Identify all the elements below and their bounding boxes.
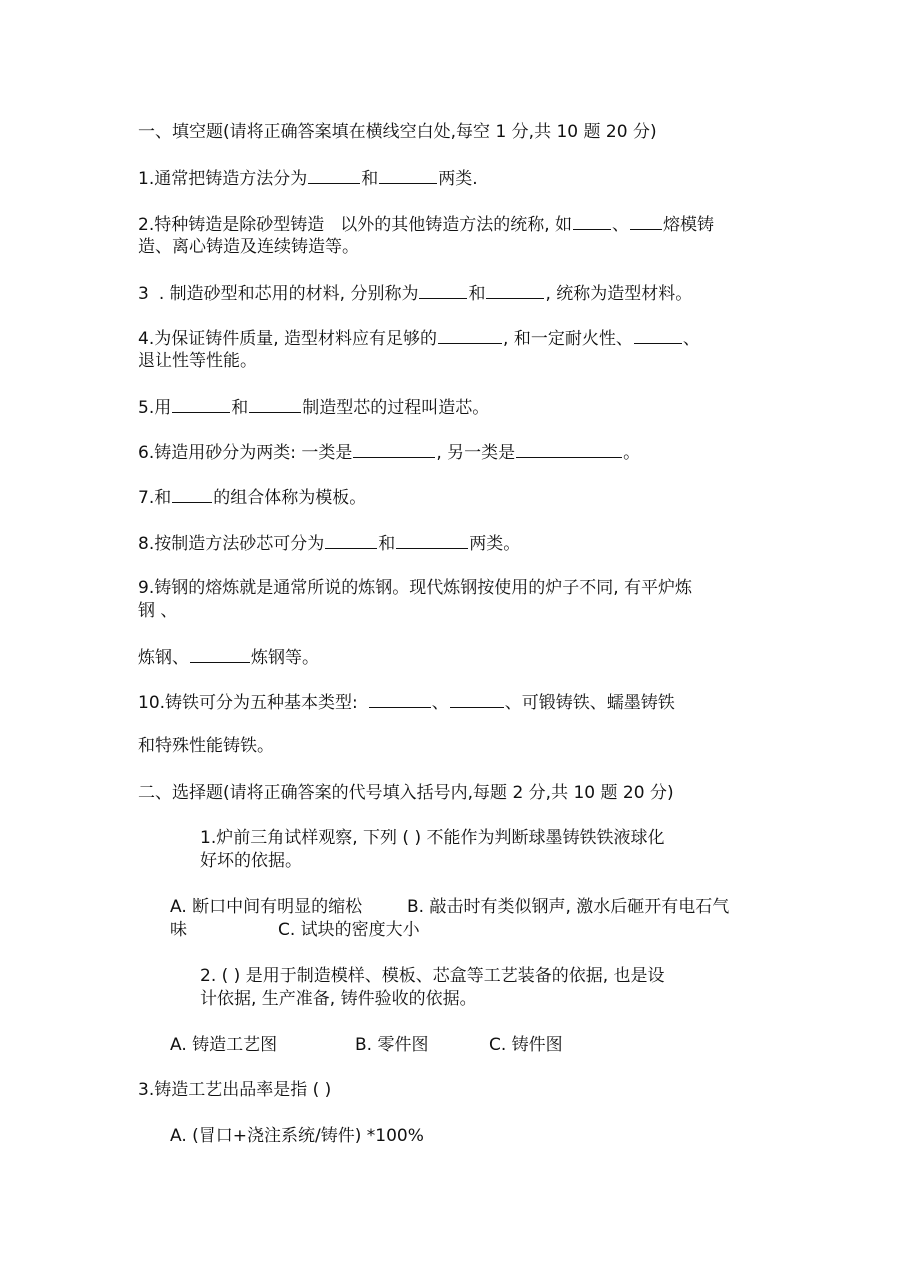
- choice-question-2-line2: 计依据, 生产准备, 铸件验收的依据。: [200, 989, 477, 1009]
- choice-1-option-a[interactable]: A. 断口中间有明显的缩松: [170, 897, 363, 917]
- q10-text-a: 10.铸铁可分为五种基本类型:: [138, 693, 358, 713]
- q5-text-c: 制造型芯的过程叫造芯。: [302, 398, 490, 418]
- q1-text-c: 两类.: [438, 169, 478, 189]
- q9-text-b: 炼钢等。: [251, 648, 319, 668]
- blank[interactable]: [450, 690, 504, 708]
- blank[interactable]: [249, 395, 301, 413]
- choice-2-option-b[interactable]: B. 零件图: [355, 1035, 429, 1055]
- blank[interactable]: [396, 531, 468, 549]
- blank[interactable]: [573, 212, 611, 230]
- blank[interactable]: [516, 440, 622, 458]
- blank[interactable]: [369, 690, 431, 708]
- choice-question-2: 2. ( ) 是用于制造模样、模板、芯盒等工艺装备的依据, 也是设: [200, 966, 665, 986]
- question-10-line2: 和特殊性能铸铁。: [138, 736, 274, 756]
- question-9-line3: [138, 645, 319, 669]
- blank[interactable]: [634, 326, 682, 344]
- blank[interactable]: [419, 281, 467, 299]
- choice-3-option-a[interactable]: A. (冒口+浇注系统/铸件) *100%: [170, 1126, 424, 1146]
- q4-text-b: , 和一定耐火性、: [503, 329, 633, 349]
- question-2: [138, 212, 714, 236]
- q8-text-b: 和: [378, 534, 396, 554]
- choice-2-option-a[interactable]: A. 铸造工艺图: [170, 1035, 278, 1055]
- choice-question-1: 1.炉前三角试样观察, 下列 ( ) 不能作为判断球墨铸铁铁液球化: [200, 828, 665, 848]
- q3-text-d: , 统称为造型材料。: [545, 284, 693, 304]
- q3-text-c: 和: [468, 284, 486, 304]
- q6-text-c: 。: [623, 443, 641, 463]
- q1-text-a: 1.通常把铸造方法分为: [138, 169, 308, 189]
- choice-1-option-c[interactable]: C. 试块的密度大小: [278, 920, 420, 940]
- blank[interactable]: [379, 166, 437, 184]
- q6-text-b: , 另一类是: [436, 443, 516, 463]
- q9-text-a: 炼钢、: [138, 648, 189, 668]
- question-4-line2: 退让性等性能。: [138, 351, 257, 371]
- choice-1-option-b-wrap: 味: [170, 920, 187, 940]
- q10-text-c: 、可锻铸铁、蠕墨铸铁: [504, 693, 675, 713]
- q3-text-b: . 制造砂型和芯用的材料, 分别称为: [158, 284, 419, 304]
- question-6: [138, 440, 640, 464]
- q7-text-b: 的组合体称为模板。: [213, 488, 367, 508]
- q3-text-a: 3: [138, 284, 149, 304]
- question-4: [138, 326, 700, 350]
- choice-2-option-c[interactable]: C. 铸件图: [489, 1035, 563, 1055]
- q1-text-b: 和: [361, 169, 379, 189]
- q2-text-a: 2.特种铸造是除砂型铸造: [138, 215, 325, 235]
- question-2-line2: 造、离心铸造及连续铸造等。: [138, 237, 359, 257]
- blank[interactable]: [630, 212, 662, 230]
- q5-text-b: 和: [231, 398, 249, 418]
- q2-text-d: 熔模铸: [663, 215, 715, 235]
- section2-heading: 二、选择题(请将正确答案的代号填入括号内,每题 2 分,共 10 题 20 分): [138, 783, 674, 803]
- blank[interactable]: [438, 326, 502, 344]
- question-1: [138, 166, 478, 190]
- question-5: [138, 395, 489, 419]
- question-9: 9.铸钢的熔炼就是通常所说的炼钢。现代炼钢按使用的炉子不同, 有平炉炼: [138, 578, 693, 598]
- q2-text-b: 以外的其他铸造方法的统称, 如: [340, 215, 573, 235]
- q10-text-b: 、: [431, 693, 449, 713]
- q8-text-a: 8.按制造方法砂芯可分为: [138, 534, 325, 554]
- blank[interactable]: [190, 645, 250, 663]
- blank[interactable]: [172, 395, 230, 413]
- q6-text-a: 6.铸造用砂分为两类: 一类是: [138, 443, 353, 463]
- blank[interactable]: [308, 166, 360, 184]
- blank[interactable]: [172, 485, 212, 503]
- choice-question-1-line2: 好坏的依据。: [200, 851, 302, 871]
- blank[interactable]: [353, 440, 435, 458]
- q5-text-a: 5.用: [138, 398, 172, 418]
- blank[interactable]: [325, 531, 377, 549]
- choice-1-option-b[interactable]: B. 敲击时有类似钢声, 激水后砸开有电石气: [407, 897, 730, 917]
- q4-text-a: 4.为保证铸件质量, 造型材料应有足够的: [138, 329, 438, 349]
- q8-text-c: 两类。: [469, 534, 521, 554]
- q2-text-c: 、: [612, 215, 630, 235]
- question-3: [138, 281, 692, 305]
- question-8: [138, 531, 520, 555]
- question-9-line2: 钢 、: [138, 601, 178, 621]
- question-10: [138, 690, 675, 714]
- choice-question-3: 3.铸造工艺出品率是指 ( ): [138, 1080, 332, 1100]
- section1-heading: 一、填空题(请将正确答案填在横线空白处,每空 1 分,共 10 题 20 分): [138, 122, 657, 142]
- question-7: [138, 485, 366, 509]
- q7-text-a: 7.和: [138, 488, 172, 508]
- blank[interactable]: [486, 281, 544, 299]
- q4-text-c: 、: [682, 329, 700, 349]
